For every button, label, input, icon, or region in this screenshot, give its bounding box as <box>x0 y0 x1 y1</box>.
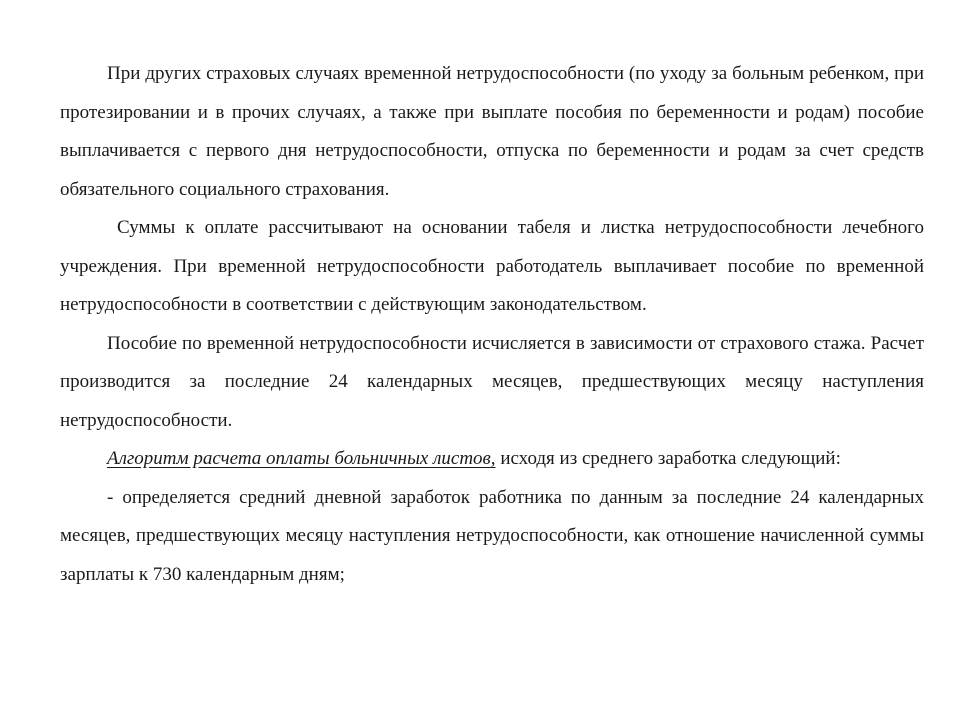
paragraph-algorithm-intro <box>60 440 924 479</box>
paragraph-average-daily-earnings: - определяется средний дневной заработок работника по данным за последние 24 календарных месяцев, предшествующих месяцу наступления нетрудоспособности, как отношение начисленной суммы зарплаты к 730 календарным дням; <box>60 486 924 585</box>
algorithm-intro-text: исходя из среднего заработка следующий: <box>495 448 841 469</box>
algorithm-heading-emphasis: Алгоритм расчета оплаты больничных листов, <box>107 448 496 469</box>
paragraph-benefit-calculation: Пособие по временной нетрудоспособности исчисляется в зависимости от страхового стажа. Расчет производится за последние 24 календарных месяцев, предшествующих месяцу наступления нетрудоспособности. <box>60 332 924 431</box>
document-page <box>60 55 924 594</box>
paragraph-other-insurance-cases: При других страховых случаях временной нетрудоспособности (по уходу за больным ребенком, при протезировании и в прочих случаях, а также при выплате пособия по беременности и родам) пособие выплачивается с первого дня нетрудоспособности, отпуска по беременности и родам за счет средств обязательного социального страхования. <box>60 63 924 200</box>
paragraph-payment-amounts: Суммы к оплате рассчитывают на основании табеля и листка нетрудоспособности лечебного учреждения. При временной нетрудоспособности работодатель выплачивает пособие по временной нетрудоспособности в соответствии с действующим законодательством. <box>60 217 924 315</box>
